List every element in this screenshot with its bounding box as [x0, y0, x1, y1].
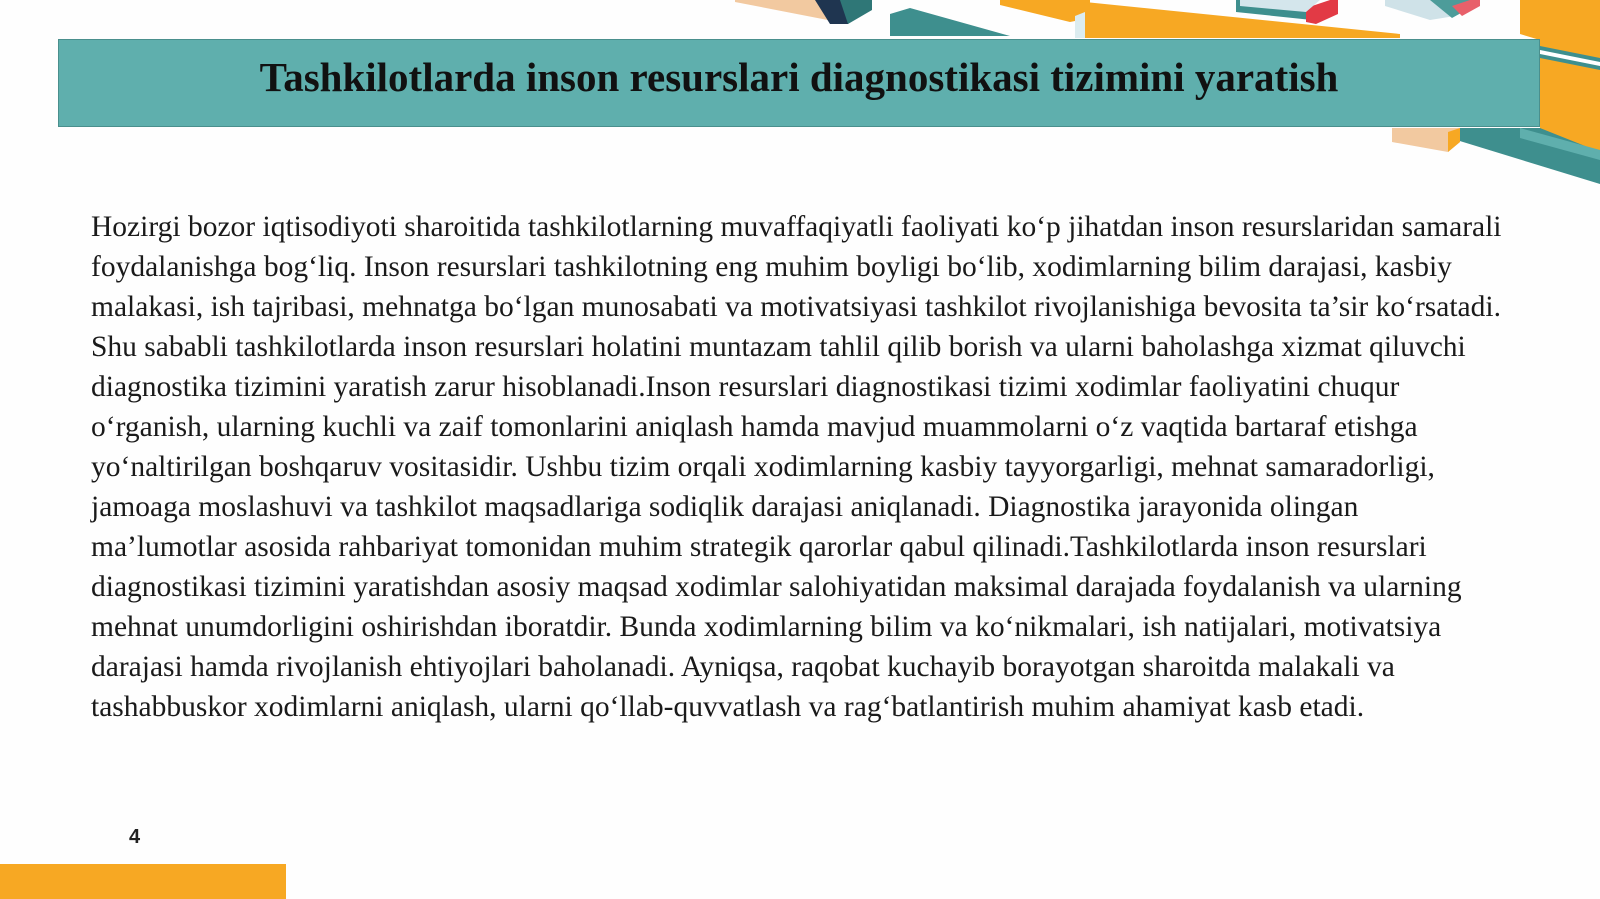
title-bar: [58, 39, 1540, 127]
body-paragraph: Hozirgi bozor iqtisodiyoti sharoitida tashkilotlarning muvaffaqiyatli faoliyati ko‘p jihatdan inson resurslaridan samarali foydalanishga bog‘liq. Inson resurslari tashkilotning eng muhim boyligi bo‘lib, xodimlarning bilim darajasi, kasbiy malakasi, ish tajribasi, mehnatga bo‘lgan munosabati va motivatsiyasi tashkilot rivojlanishiga bevosita ta’sir ko‘rsatadi. Shu sababli tashkilotlarda inson resurslari holatini muntazam tahlil qilib borish va ularni baholashga xizmat qiluvchi diagnostika tizimini yaratish zarur hisoblanadi.Inson resurslari diagnostikasi tizimi xodimlar faoliyatini chuqur o‘rganish, ularning kuchli va zaif tomonlarini aniqlash hamda mavjud muammolarni o‘z vaqtida bartaraf etishga yo‘naltirilgan boshqaruv vositasidir. Ushbu tizim orqali xodimlarning kasbiy tayyorgarligi, mehnat samaradorligi, jamoaga moslashuvi va tashkilot maqsadlariga sodiqlik darajasi aniqlanadi. Diagnostika jarayonida olingan ma’lumotlar asosida rahbariyat tomonidan muhim strategik qarorlar qabul qilinadi.Tashkilotlarda inson resurslari diagnostikasi tizimini yaratishdan asosiy maqsad xodimlar salohiyatidan maksimal darajada foydalanish va ularning mehnat unumdorligini oshirishdan iboratdir. Bunda xodimlarning bilim va ko‘nikmalari, ish natijalari, motivatsiya darajasi hamda rivojlanish ehtiyojlari baholanadi. Ayniqsa, raqobat kuchayib borayotgan sharoitda malakali va tashabbuskor xodimlarni aniqlash, ularni qo‘llab-quvvatlash va rag‘batlantirish muhim ahamiyat kasb etadi.: [91, 211, 1502, 723]
bottom-accent-bar: [0, 864, 286, 899]
slide-title: Tashkilotlarda inson resurslari diagnostikasi tizimini yaratish: [259, 54, 1339, 100]
page-number: 4: [129, 826, 141, 848]
deco-block-teal: [890, 8, 1010, 36]
deco-block-orange-tile-edge: [1448, 128, 1460, 152]
